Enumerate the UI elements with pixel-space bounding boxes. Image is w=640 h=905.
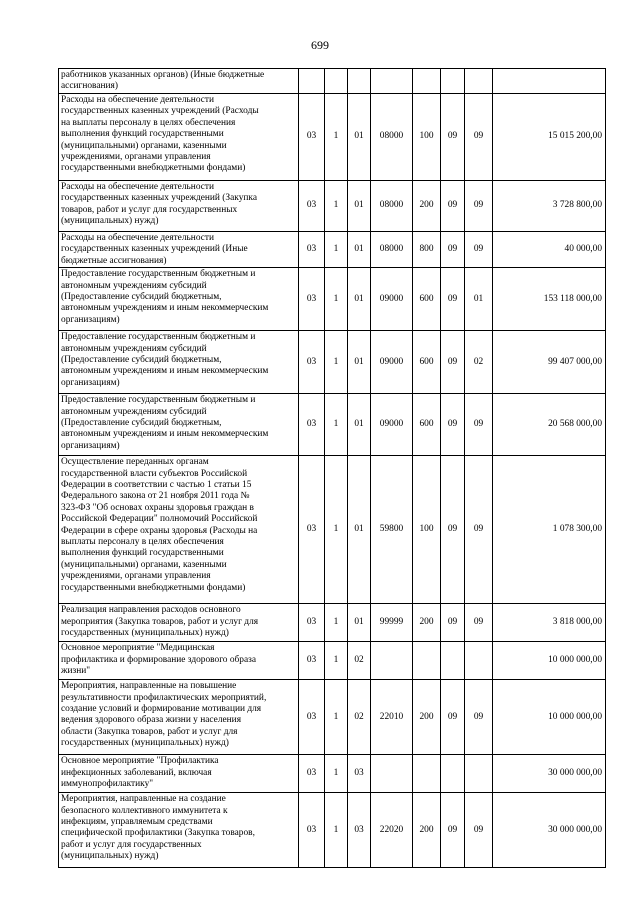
program-code: 03	[299, 181, 325, 232]
program-code: 03	[299, 232, 325, 268]
subsection-code: 09	[465, 181, 493, 232]
subprogram-code: 1	[325, 456, 348, 604]
program-code: 03	[299, 642, 325, 680]
expense-type-code	[413, 642, 441, 680]
event-code: 03	[348, 755, 371, 793]
table-row	[59, 268, 606, 331]
row-name: Расходы на обеспечение деятельности государственных казенных учреждений (Расходы на выплаты персоналу в целях обеспечения выполнения функций государственными (муниципальными) органами, казенными учреждениями, органами управления государственными внебюджетными фондами)	[59, 94, 299, 181]
expense-type-code: 200	[413, 680, 441, 755]
section-code	[441, 755, 465, 793]
program-code: 03	[299, 331, 325, 394]
subsection-code: 09	[465, 94, 493, 181]
direction-code: 08000	[371, 232, 413, 268]
subsection-code	[465, 755, 493, 793]
table-row	[59, 94, 606, 181]
event-code: 01	[348, 456, 371, 604]
direction-code: 22010	[371, 680, 413, 755]
table-row	[59, 642, 606, 680]
direction-code	[371, 69, 413, 94]
subsection-code	[465, 69, 493, 94]
amount: 30 000 000,00	[493, 793, 606, 868]
program-code: 03	[299, 394, 325, 456]
expense-type-code: 200	[413, 793, 441, 868]
subsection-code: 09	[465, 232, 493, 268]
amount: 20 568 000,00	[493, 394, 606, 456]
row-name: работников указанных органов) (Иные бюджетные ассигнования)	[59, 69, 299, 94]
program-code: 03	[299, 793, 325, 868]
event-code: 02	[348, 680, 371, 755]
amount: 3 818 000,00	[493, 604, 606, 642]
event-code: 03	[348, 793, 371, 868]
subsection-code	[465, 642, 493, 680]
section-code: 09	[441, 232, 465, 268]
row-name: Основное мероприятие "Медицинская профилактика и формирование здорового образа жизни"	[59, 642, 299, 680]
amount: 3 728 800,00	[493, 181, 606, 232]
subprogram-code: 1	[325, 94, 348, 181]
event-code: 01	[348, 232, 371, 268]
row-name: Предоставление государственным бюджетным и автономным учреждениям субсидий (Предоставление субсидий бюджетным, автономным учреждениям и иным некоммерческим организациям)	[59, 268, 299, 331]
amount: 99 407 000,00	[493, 331, 606, 394]
section-code: 09	[441, 331, 465, 394]
amount: 40 000,00	[493, 232, 606, 268]
section-code: 09	[441, 94, 465, 181]
subprogram-code: 1	[325, 680, 348, 755]
section-code: 09	[441, 394, 465, 456]
direction-code: 22020	[371, 793, 413, 868]
direction-code: 09000	[371, 268, 413, 331]
subprogram-code: 1	[325, 755, 348, 793]
subprogram-code: 1	[325, 793, 348, 868]
expense-type-code	[413, 755, 441, 793]
section-code: 09	[441, 181, 465, 232]
row-name: Мероприятия, направленные на повышение результативности профилактических мероприятий, создание условий и формирование мотивации для ведения здорового образа жизни у населения области (Закупка товаров, работ и услуг для государственных (муниципальных) нужд)	[59, 680, 299, 755]
direction-code: 59800	[371, 456, 413, 604]
event-code: 01	[348, 181, 371, 232]
program-code: 03	[299, 268, 325, 331]
row-name: Мероприятия, направленные на создание безопасного коллективного иммунитета к инфекциям, управляемым средствами специфической профилактики (Закупка товаров, работ и услуг для государственных (муниципальных) нужд)	[59, 793, 299, 868]
section-code: 09	[441, 456, 465, 604]
row-name: Предоставление государственным бюджетным и автономным учреждениям субсидий (Предоставление субсидий бюджетным, автономным учреждениям и иным некоммерческим организациям)	[59, 394, 299, 456]
program-code: 03	[299, 680, 325, 755]
section-code	[441, 69, 465, 94]
direction-code: 99999	[371, 604, 413, 642]
subsection-code: 09	[465, 394, 493, 456]
section-code: 09	[441, 268, 465, 331]
subsection-code: 09	[465, 680, 493, 755]
amount: 30 000 000,00	[493, 755, 606, 793]
table-row	[59, 181, 606, 232]
row-name: Предоставление государственным бюджетным и автономным учреждениям субсидий (Предоставление субсидий бюджетным, автономным учреждениям и иным некоммерческим организациям)	[59, 331, 299, 394]
expense-type-code: 200	[413, 181, 441, 232]
event-code: 01	[348, 394, 371, 456]
table-row	[59, 680, 606, 755]
row-name: Основное мероприятие "Профилактика инфекционных заболеваний, включая иммунопрофилактику"	[59, 755, 299, 793]
event-code	[348, 69, 371, 94]
amount: 10 000 000,00	[493, 642, 606, 680]
subprogram-code: 1	[325, 331, 348, 394]
subprogram-code	[325, 69, 348, 94]
direction-code	[371, 755, 413, 793]
expense-type-code: 600	[413, 331, 441, 394]
table-row	[59, 755, 606, 793]
expense-type-code	[413, 69, 441, 94]
expense-type-code: 100	[413, 456, 441, 604]
direction-code: 09000	[371, 331, 413, 394]
table-row	[59, 394, 606, 456]
event-code: 01	[348, 604, 371, 642]
expense-type-code: 800	[413, 232, 441, 268]
subprogram-code: 1	[325, 394, 348, 456]
event-code: 01	[348, 94, 371, 181]
program-code: 03	[299, 94, 325, 181]
row-name: Реализация направления расходов основного мероприятия (Закупка товаров, работ и услуг для государственных (муниципальных) нужд)	[59, 604, 299, 642]
direction-code: 09000	[371, 394, 413, 456]
direction-code: 08000	[371, 94, 413, 181]
table-row	[59, 232, 606, 268]
amount: 15 015 200,00	[493, 94, 606, 181]
event-code: 01	[348, 268, 371, 331]
section-code: 09	[441, 604, 465, 642]
table-row	[59, 793, 606, 868]
page-number: 699	[311, 38, 329, 52]
event-code: 02	[348, 642, 371, 680]
event-code: 01	[348, 331, 371, 394]
budget-table	[58, 68, 606, 868]
amount	[493, 69, 606, 94]
section-code	[441, 642, 465, 680]
table-row	[59, 331, 606, 394]
expense-type-code: 200	[413, 604, 441, 642]
expense-type-code: 600	[413, 268, 441, 331]
expense-type-code: 600	[413, 394, 441, 456]
subprogram-code: 1	[325, 604, 348, 642]
row-name: Расходы на обеспечение деятельности государственных казенных учреждений (Закупка товаров, работ и услуг для государственных (муниципальных) нужд)	[59, 181, 299, 232]
row-name: Осуществление переданных органам государственной власти субъектов Российской Федерации в соответствии с частью 1 статьи 15 Федерального закона от 21 ноября 2011 года № 323-ФЗ "Об основах охраны здоровья граждан в Российской Федерации" полномочий Российской Федерации в сфере охраны здоровья (Расходы на выплаты персоналу в целях обеспечения выполнения функций государственными (муниципальными) органами, казенными учреждениями, органами управления государственными внебюджетными фондами)	[59, 456, 299, 604]
subprogram-code: 1	[325, 181, 348, 232]
section-code: 09	[441, 793, 465, 868]
direction-code: 08000	[371, 181, 413, 232]
subprogram-code: 1	[325, 268, 348, 331]
subsection-code: 02	[465, 331, 493, 394]
expense-type-code: 100	[413, 94, 441, 181]
section-code: 09	[441, 680, 465, 755]
amount: 1 078 300,00	[493, 456, 606, 604]
amount: 10 000 000,00	[493, 680, 606, 755]
subprogram-code: 1	[325, 232, 348, 268]
subsection-code: 09	[465, 456, 493, 604]
table-row	[59, 69, 606, 94]
program-code: 03	[299, 604, 325, 642]
row-name: Расходы на обеспечение деятельности государственных казенных учреждений (Иные бюджетные ассигнования)	[59, 232, 299, 268]
subsection-code: 01	[465, 268, 493, 331]
direction-code	[371, 642, 413, 680]
subsection-code: 09	[465, 793, 493, 868]
subsection-code: 09	[465, 604, 493, 642]
amount: 153 118 000,00	[493, 268, 606, 331]
program-code	[299, 69, 325, 94]
table-row	[59, 456, 606, 604]
subprogram-code: 1	[325, 642, 348, 680]
program-code: 03	[299, 755, 325, 793]
table-row	[59, 604, 606, 642]
program-code: 03	[299, 456, 325, 604]
